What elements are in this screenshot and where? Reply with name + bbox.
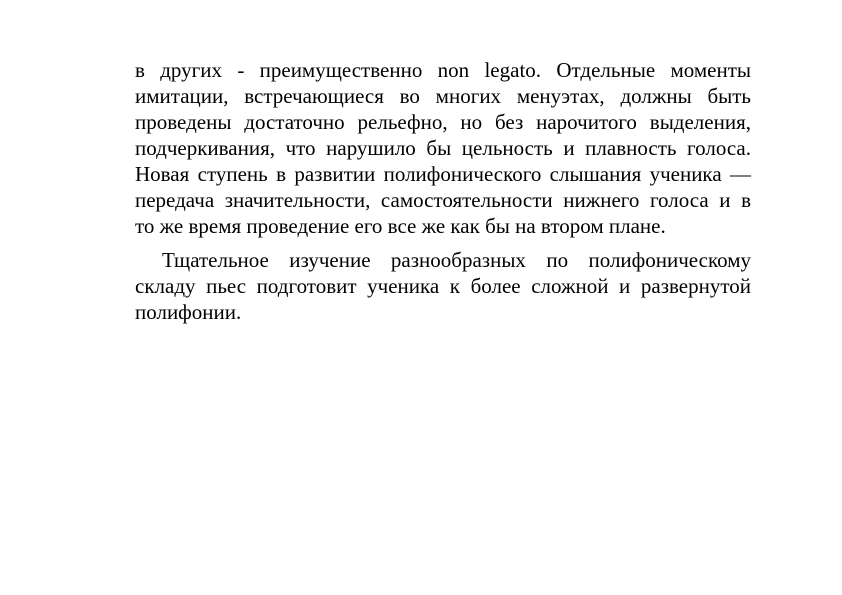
- text-line: Тщательное изучение разнообразных по полифоническому: [162, 248, 751, 272]
- text-line: имитации, встречающиеся во многих менуэтах, должны быть: [135, 84, 751, 108]
- body-text: [135, 57, 751, 325]
- paragraph-1: [135, 57, 751, 239]
- text-line: в других - преимущественно non legato. Отдельные моменты: [135, 58, 751, 82]
- text-line: то же время проведение его все же как бы на втором плане.: [135, 214, 666, 238]
- text-line: полифонии.: [135, 300, 242, 324]
- paragraph-2: [135, 247, 751, 325]
- text-line: подчеркивания, что нарушило бы цельность и плавность голоса.: [135, 136, 751, 160]
- text-line: передача значительности, самостоятельности нижнего голоса и в: [135, 188, 751, 212]
- paragraph-spacer: [135, 239, 751, 247]
- text-line: складу пьес подготовит ученика к более сложной и развернутой: [135, 274, 751, 298]
- text-line: проведены достаточно рельефно, но без нарочитого выделения,: [135, 110, 751, 134]
- text-line: Новая ступень в развитии полифонического слышания ученика —: [135, 162, 751, 186]
